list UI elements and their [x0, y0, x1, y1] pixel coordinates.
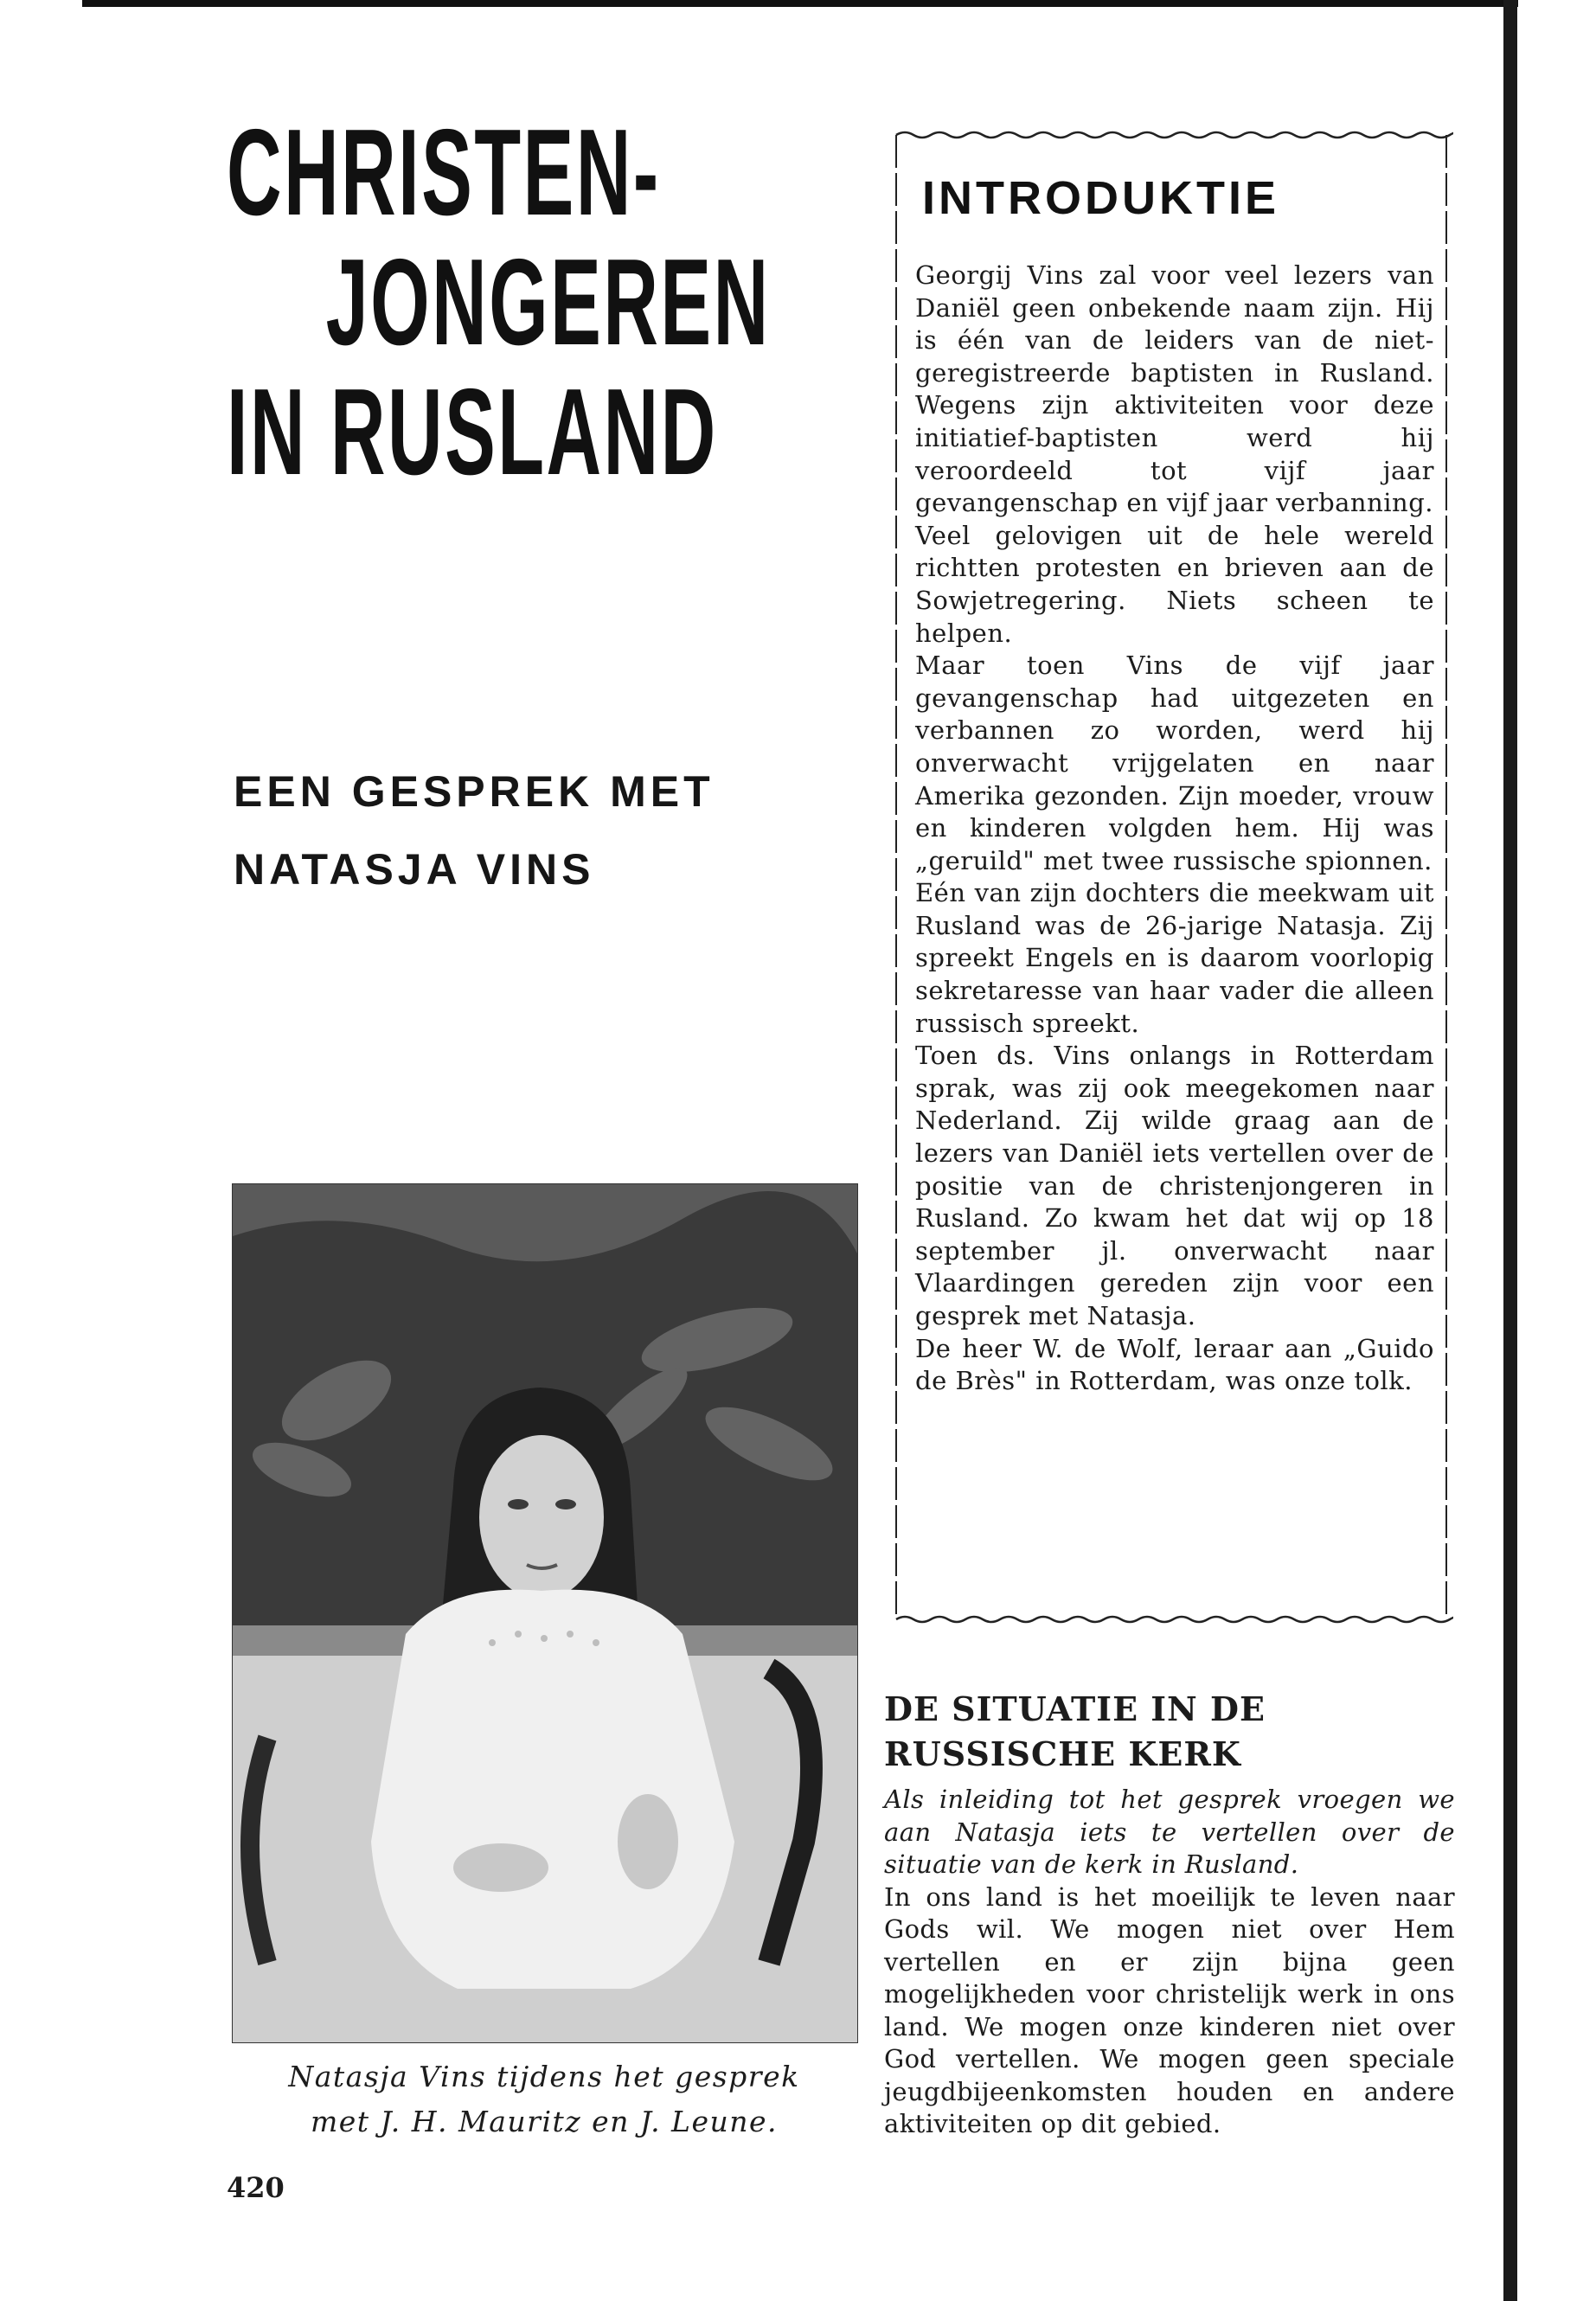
section-body: [884, 1784, 1455, 2141]
scan-edge-shadow: [1503, 0, 1517, 2301]
caption-line-1: Natasja Vins tijdens het gesprek: [288, 2060, 800, 2093]
title-line-1: CHRISTEN-: [227, 104, 661, 241]
intro-paragraph: De heer W. de Wolf, leraar aan „Guido de Brès" in Rotterdam, was onze tolk.: [915, 1333, 1434, 1396]
subtitle-line-2: NATASJA VINS: [234, 845, 595, 894]
portrait-photo: [232, 1183, 858, 2043]
subtitle-line-1: EEN GESPREK MET: [234, 767, 715, 816]
title-line-3: IN RUSLAND: [227, 363, 718, 501]
caption-line-2: met J. H. Mauritz en J. Leune.: [310, 2105, 779, 2138]
section-lead: Als inleiding tot het gesprek vroegen we aan Natasja iets te vertellen over de situatie van de kerk in Rusland.: [884, 1785, 1455, 1879]
section-heading-line-2: RUSSISCHE KERK: [884, 1734, 1241, 1773]
page-number: 420: [227, 2171, 285, 2204]
portrait-illustration: [233, 1184, 857, 2042]
article-title: [227, 104, 771, 501]
section-heading-line-1: DE SITUATIE IN DE: [884, 1689, 1266, 1728]
section-heading: [884, 1687, 1455, 1777]
intro-paragraph: Eén van zijn dochters die meekwam uit Rusland was de 26-jarige Natasja. Zij spreekt Engels en is daarom voorlopig sekretaresse van haar vader die alleen russisch spreekt.: [915, 878, 1434, 1038]
intro-paragraph: Maar toen Vins de vijf jaar gevangenschap had uitgezeten en verbannen zo worden, werd hij onverwacht vrijgelaten en naar Amerika gezonden. Zijn moeder, vrouw en kinderen volgden hem. Hij was „geruild" met twee russische spionnen.: [915, 651, 1434, 875]
intro-paragraph: Georgij Vins zal voor veel lezers van Daniël geen onbekende naam zijn. Hij is één van de leiders van de niet-geregistreerde baptisten in Rusland. Wegens zijn aktiviteiten voor deze initiatief-baptisten werd hij veroordeeld tot vijf jaar gevangenschap en vijf jaar verbanning.: [915, 260, 1434, 518]
top-border-rule: [82, 0, 1518, 7]
intro-box: [889, 130, 1453, 1626]
photo-caption: [232, 2054, 856, 2144]
article-subtitle: [234, 753, 715, 908]
title-line-2: JONGEREN: [325, 234, 771, 371]
section-paragraph: In ons land is het moeilijk te leven naar Gods wil. We mogen niet over Hem vertellen en er zijn bijna geen mogelijkheden voor christelijk werk in ons land. We mogen onze kinderen niet over God vertellen. We mogen geen speciale jeugdbijeenkomsten houden en andere aktiviteiten op dit gebied.: [884, 1881, 1455, 2138]
intro-body: [915, 260, 1434, 1398]
intro-paragraph: Toen ds. Vins onlangs in Rotterdam sprak, was zij ook meegekomen naar Nederland. Zij wilde graag aan de lezers van Daniël iets vertellen over de positie van de christenjongeren in Rusland. Zo kwam het dat wij op 18 september jl. onverwacht naar Vlaardingen gereden zijn voor een gesprek met Natasja.: [915, 1041, 1434, 1330]
intro-paragraph: Veel gelovigen uit de hele wereld richtten protesten en brieven aan de Sowjetregering. Niets scheen te helpen.: [915, 520, 1434, 648]
intro-heading: INTRODUKTIE: [922, 172, 1279, 224]
